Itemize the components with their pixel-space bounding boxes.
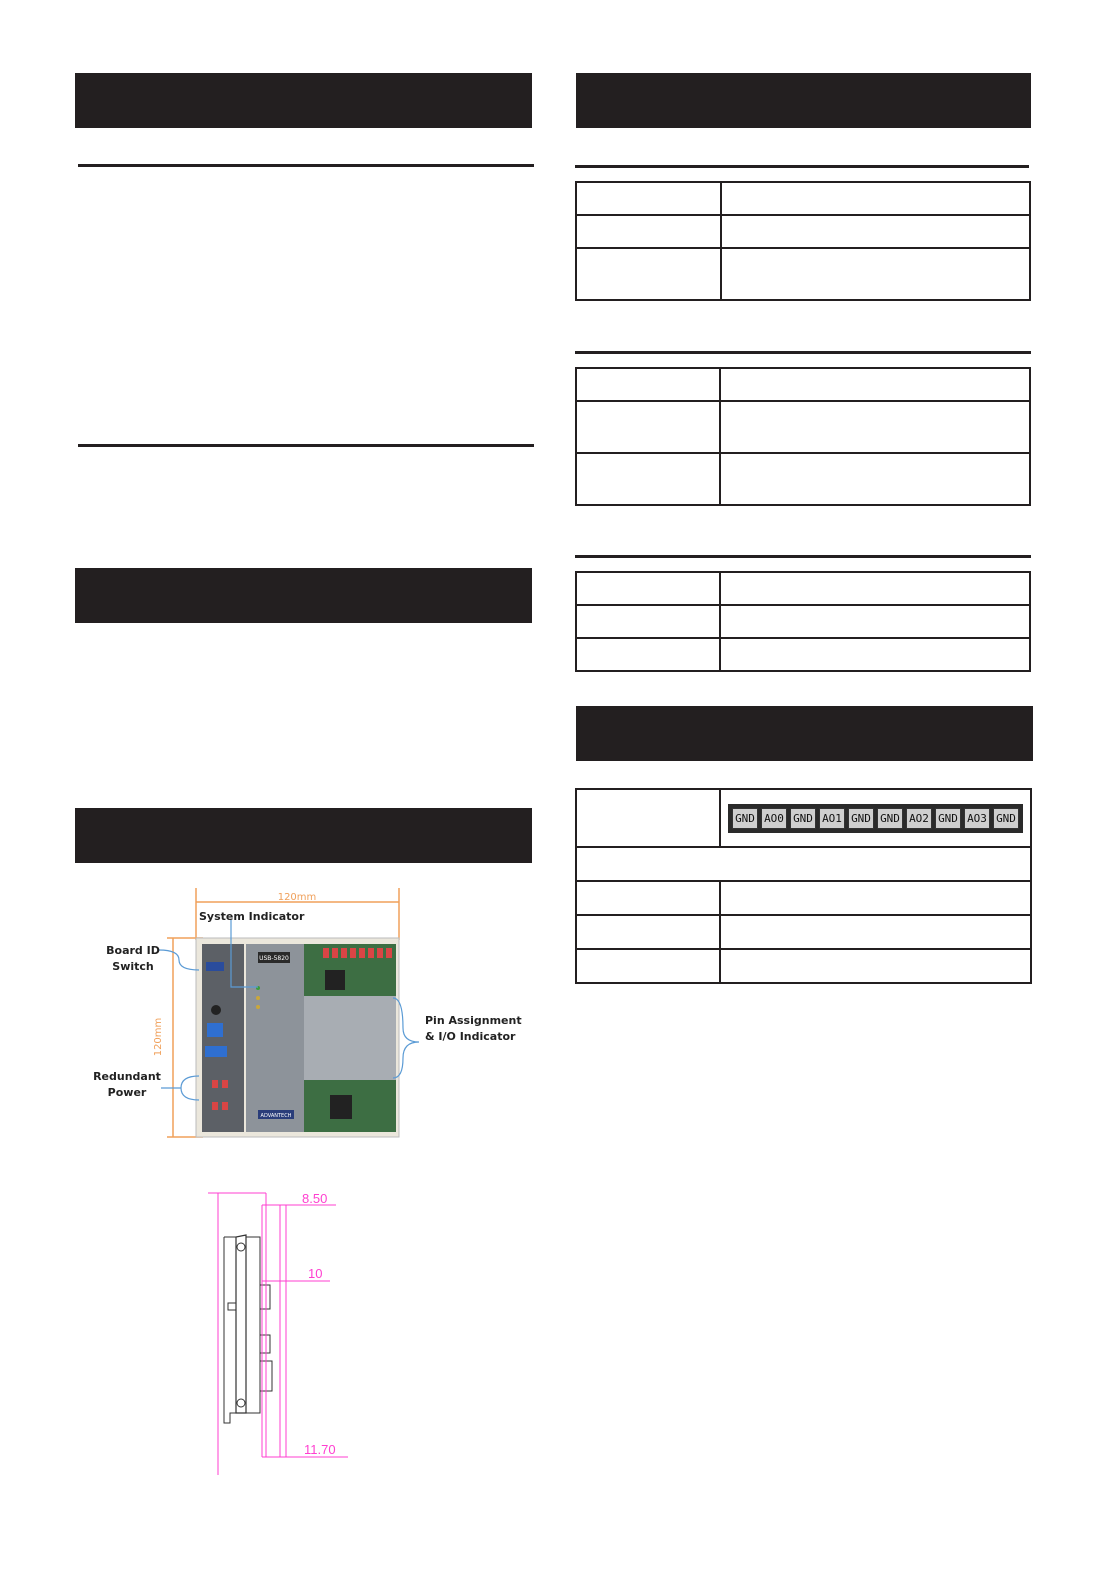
- pin-label: AO2: [906, 808, 932, 829]
- section-header-bar-5: [576, 706, 1033, 761]
- pin-label: AO1: [819, 808, 845, 829]
- divider-rule: [575, 555, 1031, 558]
- table-cell: [576, 638, 720, 671]
- table-cell: [720, 572, 1030, 605]
- pin-label: GND: [993, 808, 1019, 829]
- pin-label: GND: [848, 808, 874, 829]
- board-id-switch: [206, 962, 224, 971]
- table-cell: [720, 915, 1031, 949]
- brand-label: ADVANTECH: [260, 1113, 292, 1119]
- table-cell: [576, 572, 720, 605]
- dimension-label-1: 8.50: [302, 1191, 328, 1206]
- front-view-diagram: [75, 880, 535, 1155]
- table-cell: [720, 949, 1031, 983]
- table-cell: [576, 401, 720, 453]
- system-indicator-label: System Indicator: [199, 910, 305, 923]
- table-cell: [720, 401, 1030, 453]
- width-dimension: 120mm: [277, 892, 317, 903]
- spec-table-3: [575, 571, 1031, 672]
- divider-rule: [575, 165, 1029, 168]
- divider-rule: [575, 351, 1031, 354]
- table-cell: [576, 368, 720, 401]
- pin-label: GND: [790, 808, 816, 829]
- table-cell: [576, 605, 720, 638]
- model-label: USB-5820: [259, 955, 289, 962]
- table-cell: [576, 789, 720, 847]
- table-cell: [721, 182, 1030, 215]
- pin-assignment-label-line1: Pin Assignment: [425, 1014, 522, 1027]
- divider-rule: [78, 164, 534, 167]
- section-header-bar-3: [75, 808, 532, 863]
- redundant-power-label-line1: Redundant: [93, 1070, 161, 1083]
- table-cell: [576, 215, 721, 248]
- pin-label: AO0: [761, 808, 787, 829]
- table-cell: [576, 453, 720, 505]
- table-cell: [720, 368, 1030, 401]
- pin-cell: [720, 789, 1031, 847]
- table-cell: [576, 915, 720, 949]
- pin-label: GND: [877, 808, 903, 829]
- pin-label: AO3: [964, 808, 990, 829]
- section-header-bar-4: [576, 73, 1031, 128]
- spec-table-1: [575, 181, 1031, 301]
- table-cell: [720, 605, 1030, 638]
- dimension-label-2: 10: [308, 1266, 323, 1281]
- table-cell: [576, 248, 721, 300]
- pin-label: GND: [732, 808, 758, 829]
- table-cell: [720, 453, 1030, 505]
- section-header-bar-1: [75, 73, 532, 128]
- table-cell: [721, 248, 1030, 300]
- table-cell: [576, 182, 721, 215]
- pin-label: GND: [935, 808, 961, 829]
- divider-rule: [78, 444, 534, 447]
- table-cell: [720, 638, 1030, 671]
- table-cell: [721, 215, 1030, 248]
- pin-assignment-strip: [728, 804, 1023, 833]
- pin-table: [575, 788, 1032, 984]
- table-cell: [576, 881, 720, 915]
- usb-port-icon: [207, 1023, 223, 1037]
- spec-table-2: [575, 367, 1031, 506]
- pin-assignment-label-line2: & I/O Indicator: [425, 1030, 516, 1043]
- dimension-label-3: 11.70: [304, 1442, 336, 1457]
- board-id-label-line2: Switch: [112, 960, 154, 973]
- redundant-power-label-line2: Power: [107, 1086, 147, 1099]
- table-cell: [576, 847, 1031, 881]
- board-id-label-line1: Board ID: [106, 944, 160, 957]
- table-cell: [576, 949, 720, 983]
- height-dimension: 120mm: [153, 1017, 164, 1057]
- table-cell: [720, 881, 1031, 915]
- section-header-bar-2: [75, 568, 532, 623]
- side-view-drawing: [200, 1185, 360, 1475]
